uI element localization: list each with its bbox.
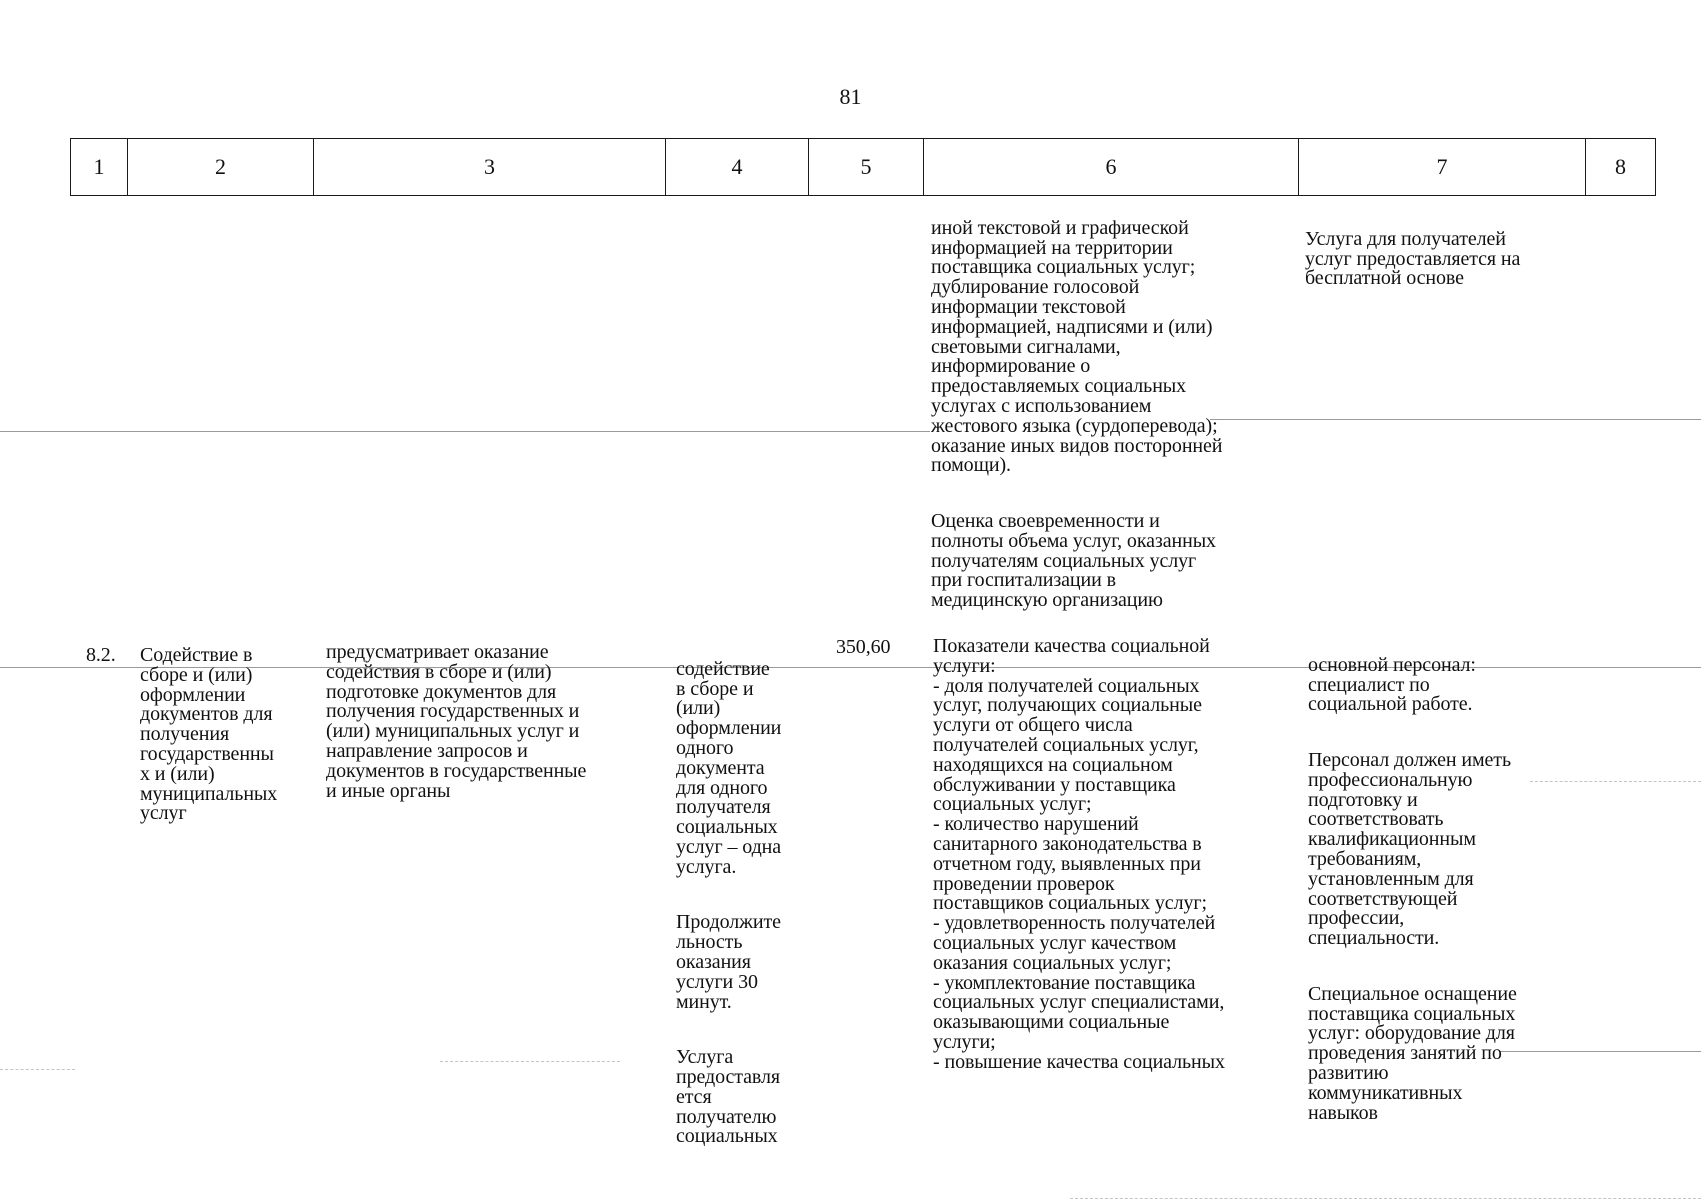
col7-paragraph-free: Услуга для получателей услуг предоставляется на бесплатной основе — [1305, 227, 1521, 290]
row-8-2-tariff: 350,60 — [836, 636, 891, 658]
scan-line — [0, 1069, 75, 1070]
continuation-col7 — [1305, 210, 1585, 309]
header-col-7: 7 — [1299, 139, 1586, 196]
header-col-1: 1 — [71, 139, 128, 196]
unit-paragraph-duration: Продолжите льность оказания услуги 30 минут. — [676, 911, 781, 1013]
continuation-col6 — [931, 199, 1301, 631]
row-8-2-service-name: Содействие в сборе и (или) оформлении документов для получения государственны х и (или) муниципальных услуг — [140, 644, 278, 825]
scan-line — [1070, 1198, 1701, 1199]
row-8-2-unit — [676, 640, 816, 1167]
header-col-5: 5 — [809, 139, 924, 196]
header-row — [71, 139, 1656, 196]
scan-line — [1210, 419, 1701, 420]
column-header-table — [70, 138, 1656, 196]
page-number: 81 — [839, 84, 862, 109]
conditions-paragraph-equipment: Специальное оснащение поставщика социальных услуг: оборудование для проведения занятий по развитию коммуникативных навыков — [1308, 982, 1517, 1124]
conditions-paragraph-staff: основной персонал: специалист по социальной работе. — [1308, 653, 1476, 716]
row-8-2-description: предусматривает оказание содействия в сборе и (или) подготовке документов для получения государственных и (или) муниципальных услуг и направление запросов и документов в государственные и иные органы — [326, 641, 587, 802]
unit-paragraph-provision: Услуга предоставля ется получателю социальных — [676, 1046, 780, 1148]
header-col-4: 4 — [666, 139, 809, 196]
scan-line — [0, 431, 930, 432]
scan-line — [440, 1061, 620, 1062]
header-col-6: 6 — [924, 139, 1299, 196]
col6-paragraph-help: иной текстовой и графической информацией на территории поставщика социальных услуг; дублирование голосовой информации текстовой информацией, надписями и (или) световыми сигналами, информирование о предоставляемых социальных услугах с использованием жестового языка (сурдоперевода); оказание иных видов посторонней помощи). — [931, 216, 1223, 477]
row-8-2-quality-indicators: Показатели качества социальной услуги: - доля получателей социальных услуг, получающих социальные услуги от общего числа получателей социальных услуг, находящихся на социальном обслуживании у поставщика социальных услуг; - количество нарушений санитарного законодательства в отчетном году, выявленных при проведении проверок поставщиков социальных услуг; - удовлетворенность получателей социальных услуг качеством оказания социальных услуг; - укомплектование поставщика социальных услуг специалистами, оказывающими социальные услуги; - повышение качества социальных — [933, 635, 1225, 1073]
row-8-2-number: 8.2. — [86, 644, 116, 666]
row-8-2-conditions — [1308, 636, 1598, 1143]
unit-paragraph-volume: содействие в сборе и (или) оформлении одного документа для одного получателя социальных услуг – одна услуга. — [676, 657, 782, 878]
header-col-2: 2 — [128, 139, 314, 196]
header-col-3: 3 — [314, 139, 666, 196]
col6-paragraph-assessment: Оценка своевременности и полноты объема услуг, оказанных получателям социальных услуг при госпитализации в медицинскую организацию — [931, 509, 1216, 612]
header-col-8: 8 — [1586, 139, 1656, 196]
conditions-paragraph-qualification: Персонал должен иметь профессиональную подготовку и соответствовать квалификационным требованиям, установленным для соответствующей профессии, специальности. — [1308, 748, 1511, 950]
